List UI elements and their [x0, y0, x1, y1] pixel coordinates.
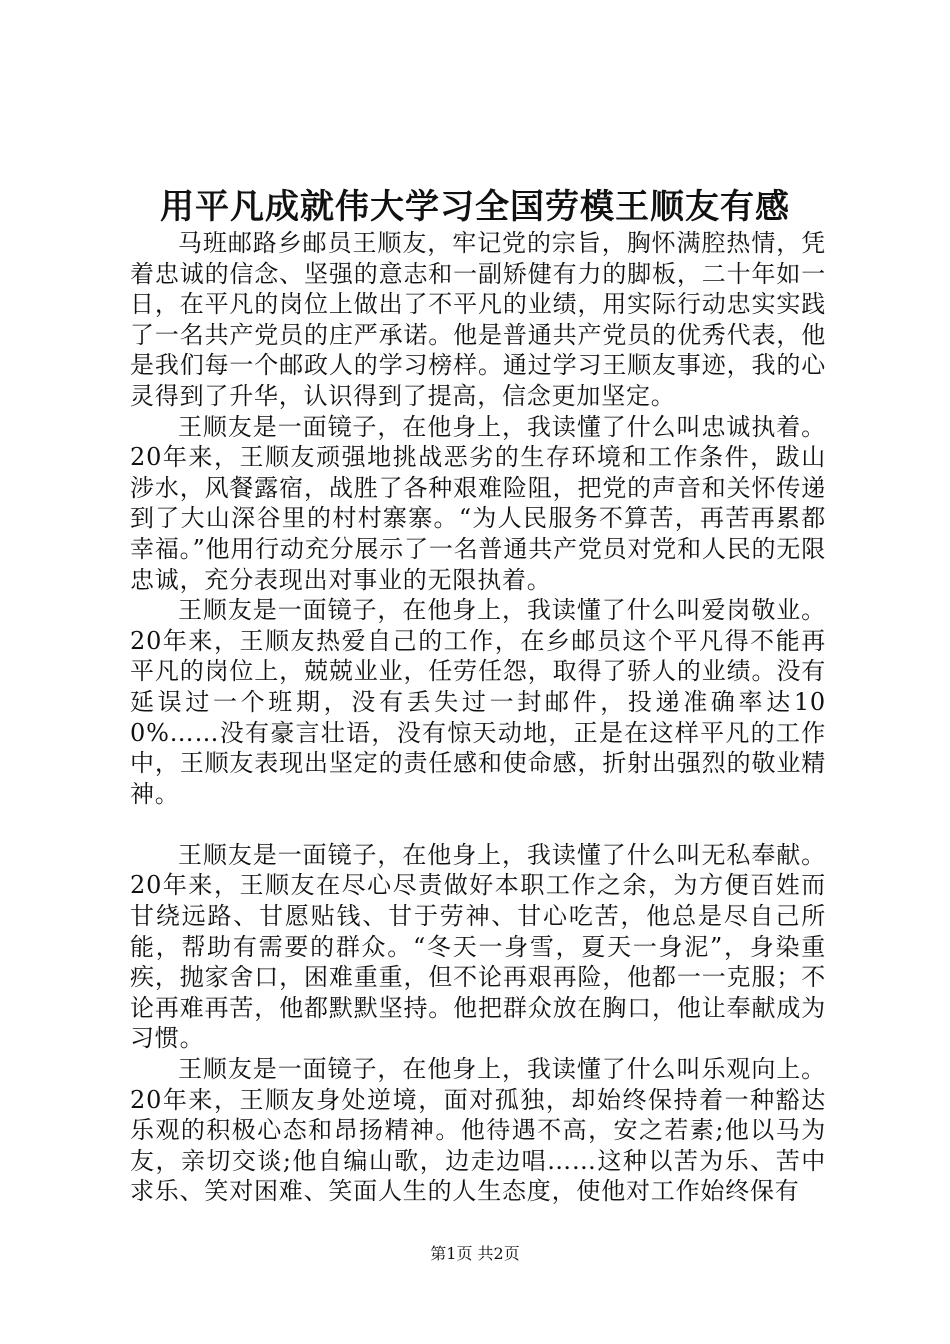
- paragraph-selflessness: 王顺友是一面镜子，在他身上，我读懂了什么叫无私奉献。20年来，王顺友在尽心尽责做好本职工作之余，为方便百姓而甘绕远路、甘愿贴钱、甘于劳神、甘心吃苦，他总是尽自己所能，帮助有需要的群众。“冬天一身雪，夏天一身泥”，身染重疾，抛家舍口，困难重重，但不论再艰再险，他都一一克服；不论再难再苦，他都默默坚持。他把群众放在胸口，他让奉献成为习惯。: [130, 840, 826, 1053]
- paragraph-loyalty: 王顺友是一面镜子，在他身上，我读懂了什么叫忠诚执着。20年来，王顺友顽强地挑战恶劣的生存环境和工作条件，跋山涉水，风餐露宿，战胜了各种艰难险阻，把党的声音和关怀传递到了大山深谷里的村村寨寨。“为人民服务不算苦，再苦再累都幸福。”他用行动充分展示了一名普通共产党员对党和人民的无限忠诚，充分表现出对事业的无限执着。: [130, 412, 826, 594]
- paragraph-optimism: 王顺友是一面镜子，在他身上，我读懂了什么叫乐观向上。20年来，王顺友身处逆境，面对孤独，却始终保持着一种豁达乐观的积极心态和昂扬精神。他待遇不高，安之若素;他以马为友，亲切交谈;他自编山歌，边走边唱……这种以苦为乐、苦中求乐、笑对困难、笑面人生的人生态度，使他对工作始终保有: [130, 1055, 826, 1206]
- document-title: 用平凡成就伟大学习全国劳模王顺友有感: [160, 187, 790, 227]
- paragraph-spacer: [130, 809, 826, 840]
- paragraph-intro: 马班邮路乡邮员王顺友，牢记党的宗旨，胸怀满腔热情，凭着忠诚的信念、坚强的意志和一副矫健有力的脚板，二十年如一日，在平凡的岗位上做出了不平凡的业绩，用实际行动忠实实践了一名共产党员的庄严承诺。他是普通共产党员的优秀代表，他是我们每一个邮政人的学习榜样。通过学习王顺友事迹，我的心灵得到了升华，认识得到了提高，信念更加坚定。: [130, 229, 826, 410]
- paragraph-dedication: 王顺友是一面镜子，在他身上，我读懂了什么叫爱岗敬业。20年来，王顺友热爱自己的工作，在乡邮员这个平凡得不能再平凡的岗位上，兢兢业业，任劳任怨，取得了骄人的业绩。没有延误过一个班期，没有丢失过一封邮件，投递准确率达100%……没有豪言壮语，没有惊天动地，正是在这样平凡的工作中，王顺友表现出坚定的责任感和使命感，折射出强烈的敬业精神。: [130, 596, 826, 808]
- page-footer: 第1页 共2页: [430, 1244, 520, 1263]
- document-body: [130, 228, 826, 1207]
